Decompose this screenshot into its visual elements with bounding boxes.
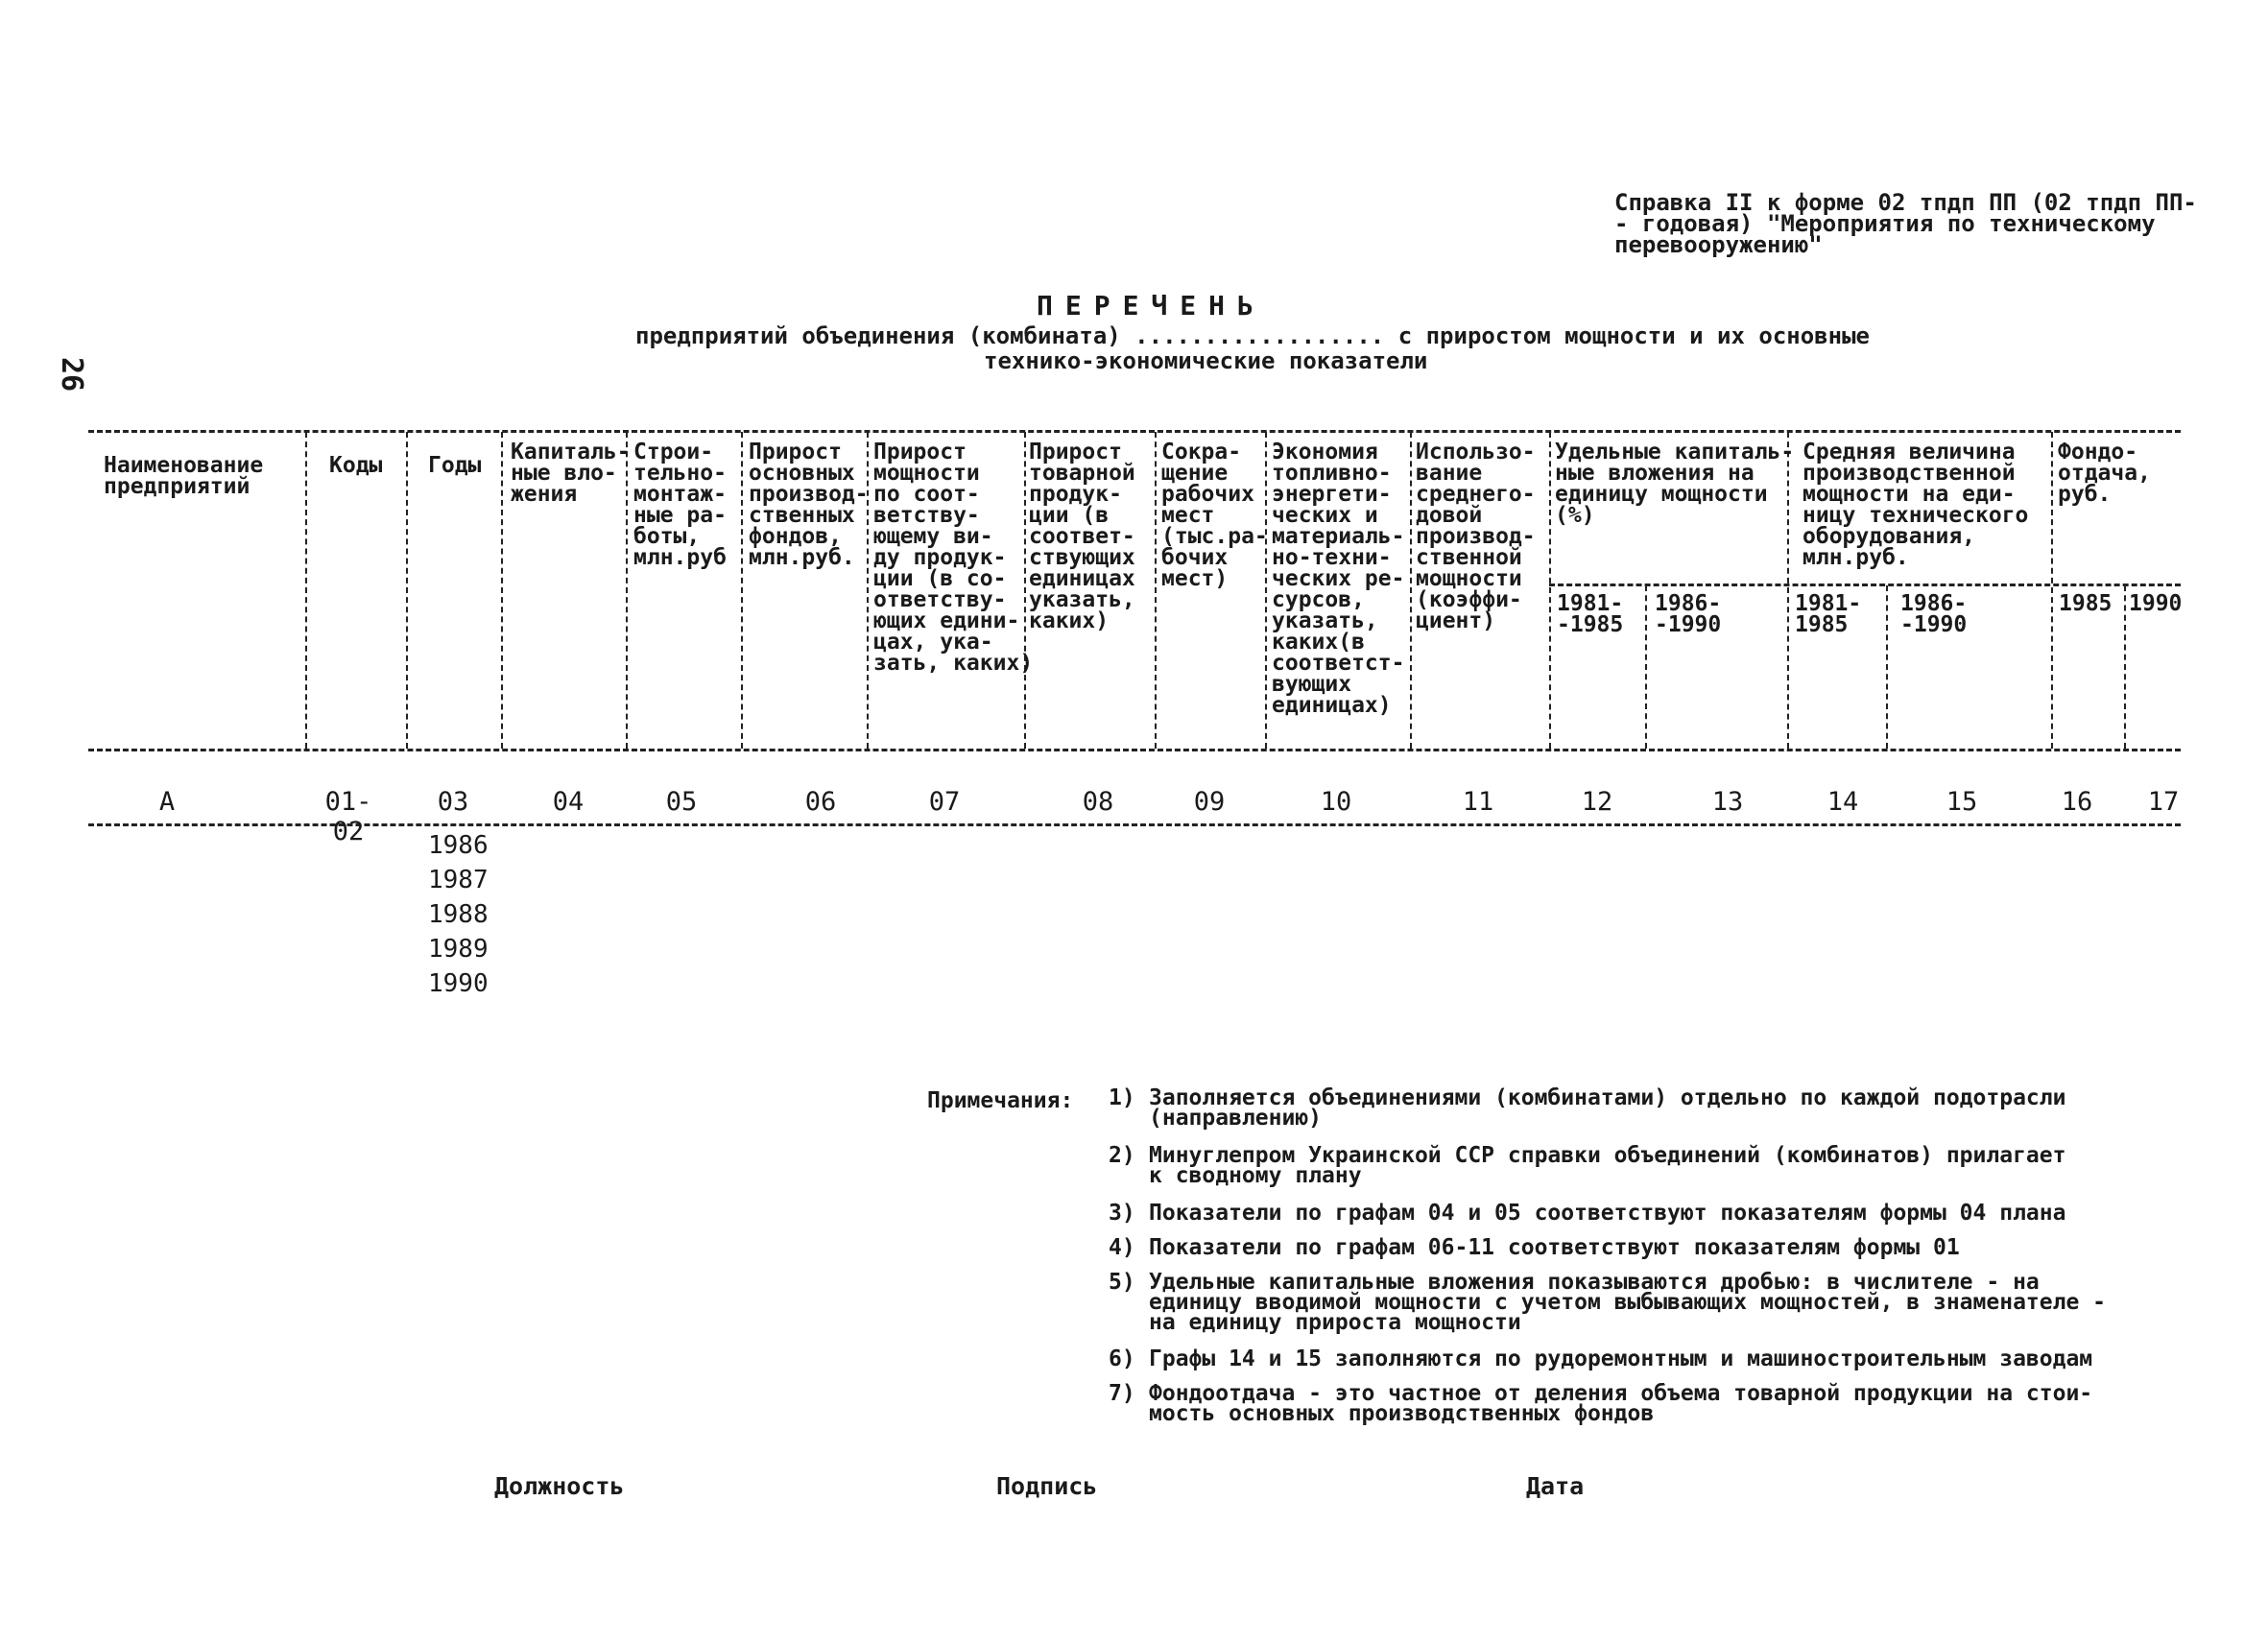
subheader-col-13: 1986- -1990 <box>1655 591 1722 637</box>
header-col-11: Использо- вание среднего- довой производ- ственной мощности (коэффи- циент) <box>1416 440 1536 633</box>
column-number: 08 <box>1082 787 1114 817</box>
header-col-14-15: Средняя величина производственной мощности на еди- ницу технического оборудования, млн.руб. <box>1802 440 2029 570</box>
subheader-col-14: 1981- 1985 <box>1795 591 1862 637</box>
column-number: А <box>158 787 176 817</box>
notes-label: Примечания: <box>927 1088 1074 1113</box>
subheader-col-16: 1985 <box>2059 591 2113 616</box>
subheader-col-15: 1986- -1990 <box>1900 591 1968 637</box>
column-number: 17 <box>2147 787 2180 817</box>
column-number: 07 <box>928 787 961 817</box>
table-header-bottom-border <box>88 749 2181 751</box>
column-number: 05 <box>665 787 698 817</box>
note-text: Фондоотдача - это частное от деления объема товарной продукции на стои- мость основных производственных фондов <box>1149 1381 2093 1426</box>
header-col-05: Строи- тельно- монтаж- ные ра- боты, млн.руб <box>633 440 727 570</box>
note-text: Минуглепром Украинской ССР справки объединений (комбинатов) прилагает к сводному плану <box>1149 1143 2066 1188</box>
column-number: 03 <box>437 787 469 817</box>
header-col-16-17: Фондо- отдача, руб. <box>2058 440 2151 507</box>
document-subtitle-line2: технико-экономические показатели <box>984 347 1428 374</box>
col-divider <box>1886 585 1888 749</box>
subheader-col-12: 1981- -1985 <box>1557 591 1624 637</box>
header-col-10: Экономия топливно- энергети- ческих и материаль- но-техни- ческих ре- сурсов, указать, каких(в соответст- вующих единицах) <box>1272 440 1405 718</box>
signature-sign-label: Подпись <box>996 1472 1098 1500</box>
note-text: Показатели по графам 04 и 05 соответствуют показателям формы 04 плана <box>1149 1201 2066 1226</box>
col-divider <box>741 432 743 749</box>
note-number: 1) <box>1109 1085 1135 1110</box>
column-number: 15 <box>1946 787 1978 817</box>
signature-position-label: Должность <box>494 1472 625 1500</box>
col-divider <box>2051 432 2053 749</box>
page-number: 26 <box>55 357 88 393</box>
column-number: 12 <box>1581 787 1613 817</box>
col-divider <box>1410 432 1412 749</box>
header-codes: Коды <box>329 453 383 478</box>
note-text: Удельные капитальные вложения показываются дробью: в числителе - на единицу вводимой мощности с учетом выбывающих мощностей, в знаменателе - на единицу прироста мощности <box>1149 1270 2106 1335</box>
column-number: 01-02 <box>324 787 372 846</box>
note-text: Графы 14 и 15 заполняются по рудоремонтным и машиностроительным заводам <box>1149 1346 2093 1371</box>
note-text: Заполняется объединениями (комбинатами) отдельно по каждой подотрасли (направлению) <box>1149 1085 2066 1131</box>
col-divider <box>406 432 408 749</box>
column-number: 04 <box>552 787 585 817</box>
year-row: 1986 <box>428 831 489 860</box>
note-number: 4) <box>1109 1235 1135 1260</box>
column-number: 09 <box>1193 787 1226 817</box>
header-name: Наименование предприятий <box>104 453 264 499</box>
document-subtitle-line1: предприятий объединения (комбината) .................. с приростом мощности и их основные <box>635 322 1870 349</box>
header-years: Годы <box>428 453 482 478</box>
column-number: 10 <box>1320 787 1352 817</box>
subheader-col-17: 1990 <box>2129 591 2183 616</box>
year-row: 1987 <box>428 866 489 894</box>
col-divider <box>1645 585 1647 749</box>
year-row: 1990 <box>428 969 489 998</box>
header-col-09: Сокра- щение рабочих мест (тыс.ра- бочих мест) <box>1161 440 1268 591</box>
col-divider <box>2124 585 2126 749</box>
signature-date-label: Дата <box>1526 1472 1585 1500</box>
note-number: 7) <box>1109 1381 1135 1406</box>
form-reference: Справка II к форме 02 тпдп ПП (02 тпдп ПП- - годовая) "Мероприятия по техническому перевооружению" <box>1614 189 2197 258</box>
table-top-border <box>88 430 2181 433</box>
column-number: 11 <box>1462 787 1494 817</box>
note-number: 5) <box>1109 1270 1135 1295</box>
header-col-08: Прирост товарной продук- ции (в соответ- ствующих единицах указать, каких) <box>1029 440 1135 633</box>
col-divider <box>501 432 503 749</box>
col-divider <box>305 432 307 749</box>
column-number: 16 <box>2061 787 2093 817</box>
col-divider <box>1549 432 1551 749</box>
table-colnum-border <box>88 823 2181 826</box>
note-text: Показатели по графам 06-11 соответствуют показателям формы 01 <box>1149 1235 1960 1260</box>
column-number: 14 <box>1826 787 1859 817</box>
header-col-06: Прирост основных производ- ственных фондов, млн.руб. <box>749 440 869 570</box>
header-col-07: Прирост мощности по соот- ветству- ющему ви- ду продук- ции (в со- ответству- ющих едини- цах, ука- зать, каких) <box>873 440 1034 676</box>
year-row: 1988 <box>428 900 489 929</box>
col-divider <box>1155 432 1157 749</box>
document-title: ПЕРЕЧЕНЬ <box>1037 290 1266 322</box>
year-row: 1989 <box>428 935 489 964</box>
note-number: 6) <box>1109 1346 1135 1371</box>
header-col-12-13: Удельные капиталь- ные вложения на единицу мощности (%) <box>1555 440 1795 528</box>
table-subheader-border <box>1549 584 2181 586</box>
column-number: 06 <box>804 787 837 817</box>
note-number: 2) <box>1109 1143 1135 1168</box>
header-col-04: Капиталь- ные вло- жения <box>511 440 631 507</box>
note-number: 3) <box>1109 1201 1135 1226</box>
column-number: 13 <box>1711 787 1744 817</box>
